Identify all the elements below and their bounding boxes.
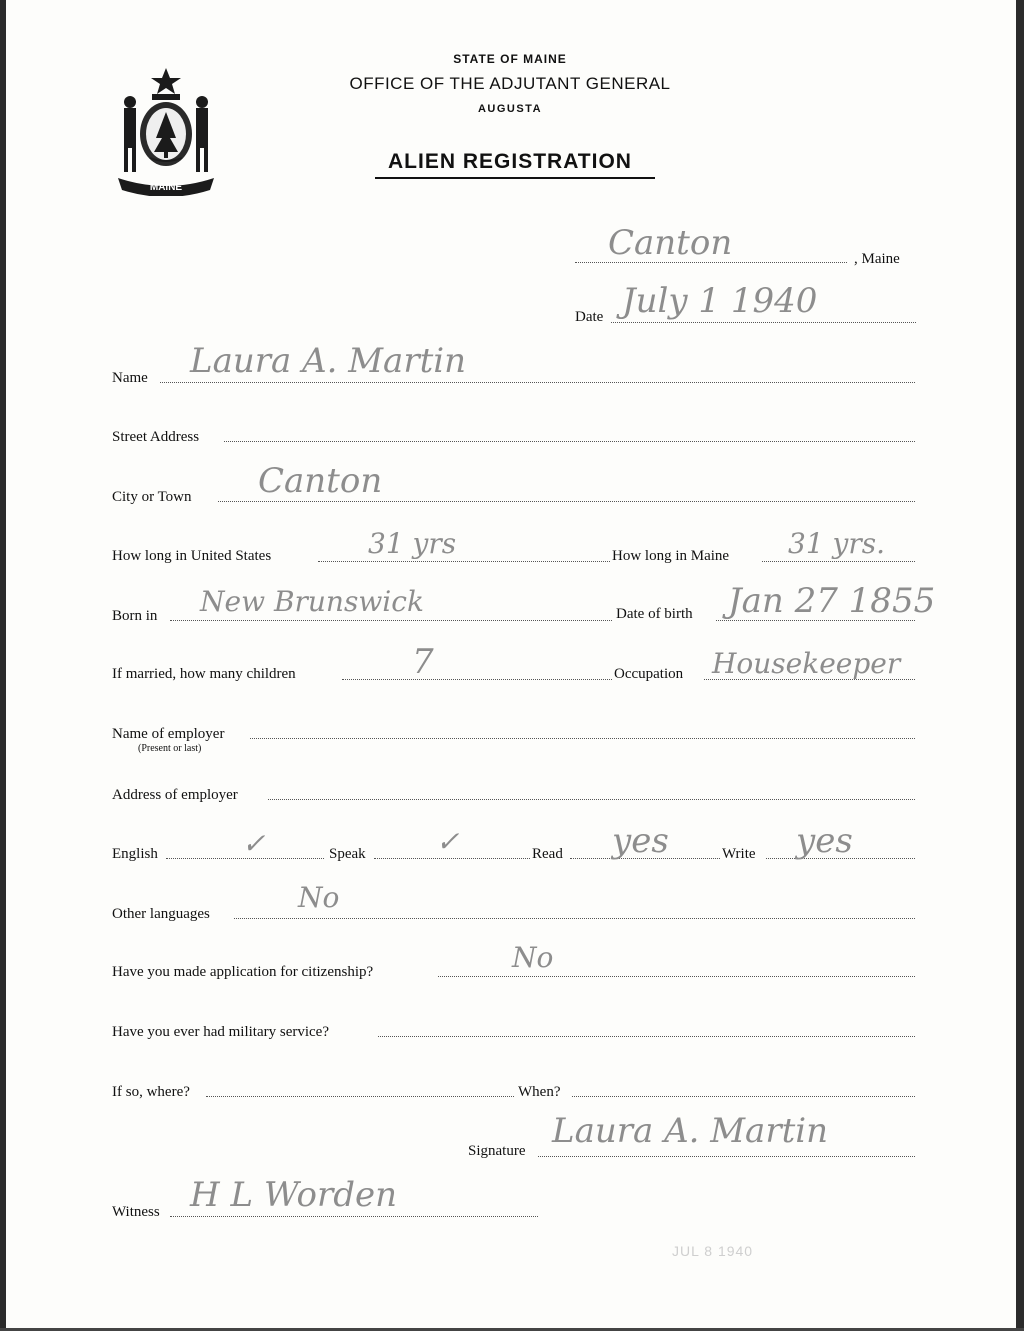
how-long-us-line (318, 561, 610, 562)
how-long-us-label: How long in United States (112, 548, 272, 564)
town-value: Canton (608, 223, 733, 263)
where-label: If so, where? (112, 1084, 190, 1100)
signature-label: Signature (468, 1143, 526, 1159)
witness-label: Witness (112, 1204, 160, 1220)
speak-line (374, 858, 530, 859)
witness-line (170, 1216, 538, 1217)
how-long-maine-line (762, 561, 915, 562)
present-or-last-note: (Present or last) (138, 743, 202, 754)
name-value: Laura A. Martin (190, 341, 467, 381)
date-line (611, 322, 916, 323)
where-line (206, 1096, 514, 1097)
read-label: Read (532, 846, 563, 862)
how-long-us-value: 31 yrs (368, 527, 457, 560)
name-line (160, 382, 915, 383)
born-in-label: Born in (112, 608, 158, 624)
other-languages-line (234, 918, 915, 919)
when-line (572, 1096, 915, 1097)
military-line (378, 1036, 915, 1037)
military-label: Have you ever had military service? (112, 1024, 329, 1040)
date-value: July 1 1940 (622, 281, 818, 321)
received-stamp: JUL 8 1940 (672, 1243, 754, 1259)
write-value: yes (796, 821, 853, 861)
employer-name-label: Name of employer (112, 726, 225, 742)
maine-seal-icon (112, 66, 220, 196)
state-heading: STATE OF MAINE (453, 52, 567, 66)
english-label: English (112, 846, 158, 862)
maine-suffix-label: , Maine (854, 251, 900, 267)
employer-name-line (250, 738, 915, 739)
occupation-label: Occupation (614, 666, 684, 682)
speak-mark: ✓ (436, 825, 460, 858)
when-label: When? (518, 1084, 561, 1100)
citizenship-line (438, 976, 915, 977)
signature-value: Laura A. Martin (552, 1111, 829, 1151)
form-title: ALIEN REGISTRATION (388, 150, 632, 173)
date-label: Date (575, 309, 604, 325)
signature-line (538, 1156, 915, 1157)
children-value: 7 (412, 642, 434, 682)
office-heading: OFFICE OF THE ADJUTANT GENERAL (349, 74, 671, 93)
children-line (342, 679, 612, 680)
how-long-maine-label: How long in Maine (612, 548, 730, 564)
citizenship-value: No (512, 941, 554, 974)
other-languages-value: No (298, 881, 340, 914)
born-in-value: New Brunswick (200, 585, 424, 618)
speak-label: Speak (329, 846, 366, 862)
occupation-value: Housekeeper (712, 647, 901, 680)
english-mark: ✓ (242, 827, 266, 860)
employer-address-label: Address of employer (112, 787, 238, 803)
city-town-line (218, 501, 915, 502)
witness-value: H L Worden (190, 1175, 397, 1215)
employer-address-line (268, 799, 915, 800)
city-heading: AUGUSTA (477, 103, 543, 115)
street-address-line (224, 441, 915, 442)
read-value: yes (612, 821, 669, 861)
city-town-label: City or Town (112, 489, 192, 505)
date-of-birth-label: Date of birth (616, 606, 693, 622)
city-town-value: Canton (258, 461, 383, 501)
street-address-label: Street Address (112, 429, 200, 445)
date-of-birth-value: Jan 27 1855 (728, 581, 936, 621)
scan-border-right (1016, 0, 1024, 1331)
title-underline (375, 177, 655, 179)
svg-text:MAINE: MAINE (149, 182, 183, 193)
write-label: Write (722, 846, 756, 862)
born-in-line (170, 620, 612, 621)
other-languages-label: Other languages (112, 906, 210, 922)
how-long-maine-value: 31 yrs. (788, 527, 886, 560)
citizenship-label: Have you made application for citizenship? (112, 964, 374, 980)
children-label: If married, how many children (112, 666, 296, 682)
name-label: Name (112, 370, 148, 386)
scan-border-left (0, 0, 6, 1331)
